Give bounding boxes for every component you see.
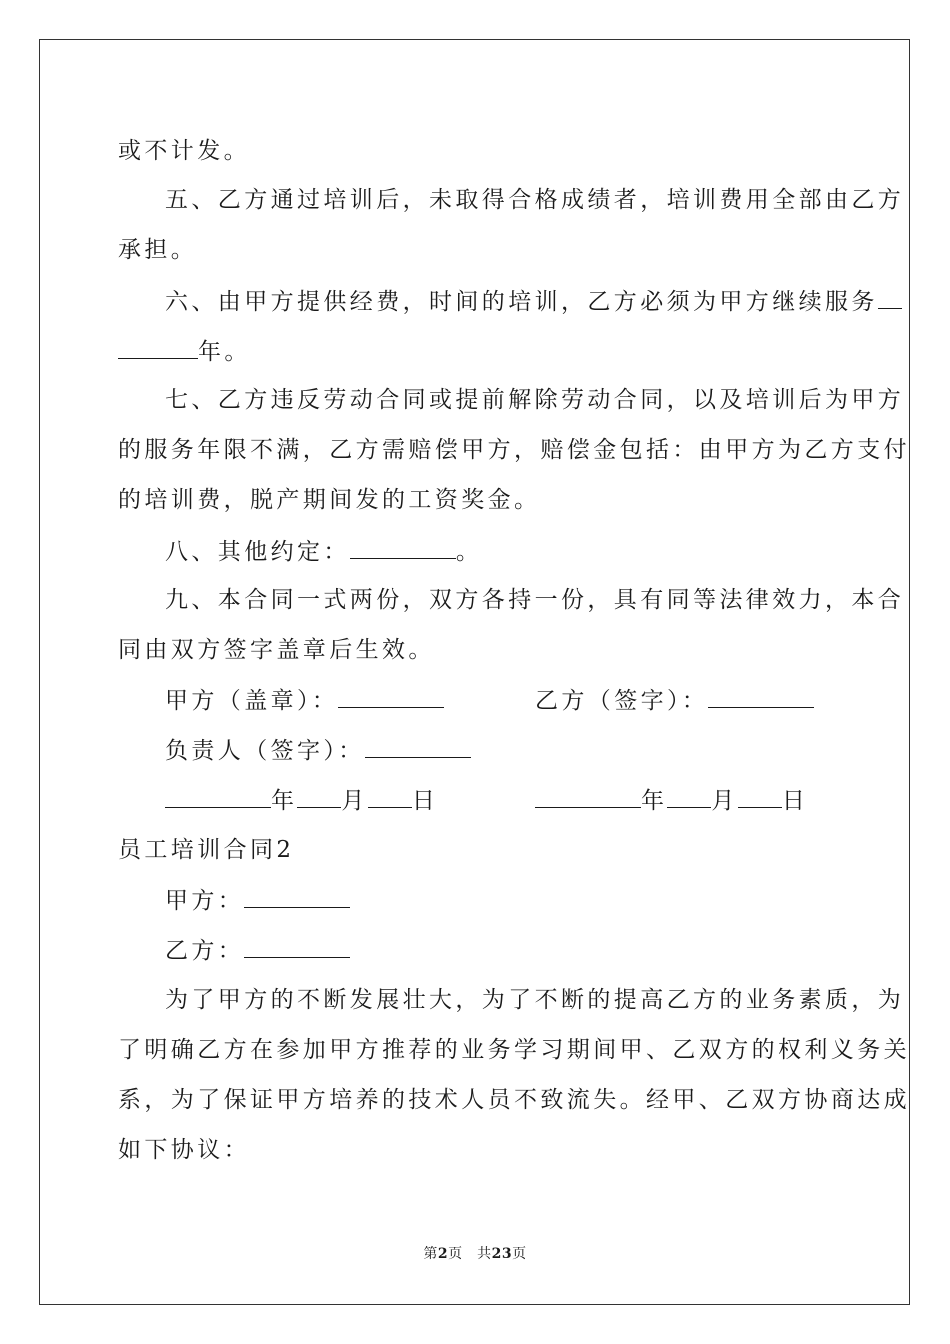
responsible-signature: 负责人（签字）： [165,735,471,766]
clause-5: 五、乙方通过培训后，未取得合格成绩者，培训费用全部由乙方 [165,187,905,213]
text-line: 承担。 [118,237,198,263]
section-title: 员工培训合同2 [118,837,295,863]
party-a-field: 甲方： [165,885,350,916]
text-line: 的培训费，脱产期间发的工资奖金。 [118,487,541,513]
blank-line [244,885,350,908]
blank-line [708,685,814,708]
date-line-a: 年 月 日 [165,785,438,816]
intro-line: 了明确乙方在参加甲方推荐的业务学习期间甲、乙双方的权利义务关 [118,1037,910,1063]
blank-line [738,785,782,808]
blank-line [350,536,456,559]
blank-line [297,785,341,808]
clause-6: 六、由甲方提供经费，时间的培训，乙方必须为甲方继续服务 [165,286,902,317]
blank-line [535,785,641,808]
blank-line [165,785,271,808]
intro-line: 系，为了保证甲方培养的技术人员不致流失。经甲、乙双方协商达成 [118,1087,910,1113]
party-b-field: 乙方： [165,935,350,966]
blank-line [244,935,350,958]
party-b-signature: 乙方（签字）： [535,685,814,716]
intro-line: 如下协议： [118,1137,250,1163]
party-a-seal: 甲方（盖章）： [165,685,444,716]
page-number: 2 [437,1246,449,1262]
page-border [39,39,910,1305]
blank-line [365,735,471,758]
blank-line [338,685,444,708]
clause-7: 七、乙方违反劳动合同或提前解除劳动合同，以及培训后为甲方 [165,387,905,413]
date-line-b: 年 月 日 [535,785,808,816]
page-footer: 第2页 共23页 [423,1246,527,1262]
clause-8: 八、其他约定： 。 [165,536,482,567]
text-line: 或不计发。 [118,138,250,164]
blank-line [667,785,711,808]
text-line: 的服务年限不满，乙方需赔偿甲方，赔偿金包括：由甲方为乙方支付 [118,437,910,463]
total-pages: 23 [491,1246,513,1262]
blank-line [368,785,412,808]
blank-line [118,336,198,359]
text-line: 同由双方签字盖章后生效。 [118,637,435,663]
text-line: 年。 [118,336,251,367]
intro-line: 为了甲方的不断发展壮大，为了不断的提高乙方的业务素质，为 [165,987,905,1013]
blank-line [878,286,902,309]
clause-9: 九、本合同一式两份，双方各持一份，具有同等法律效力，本合 [165,587,905,613]
